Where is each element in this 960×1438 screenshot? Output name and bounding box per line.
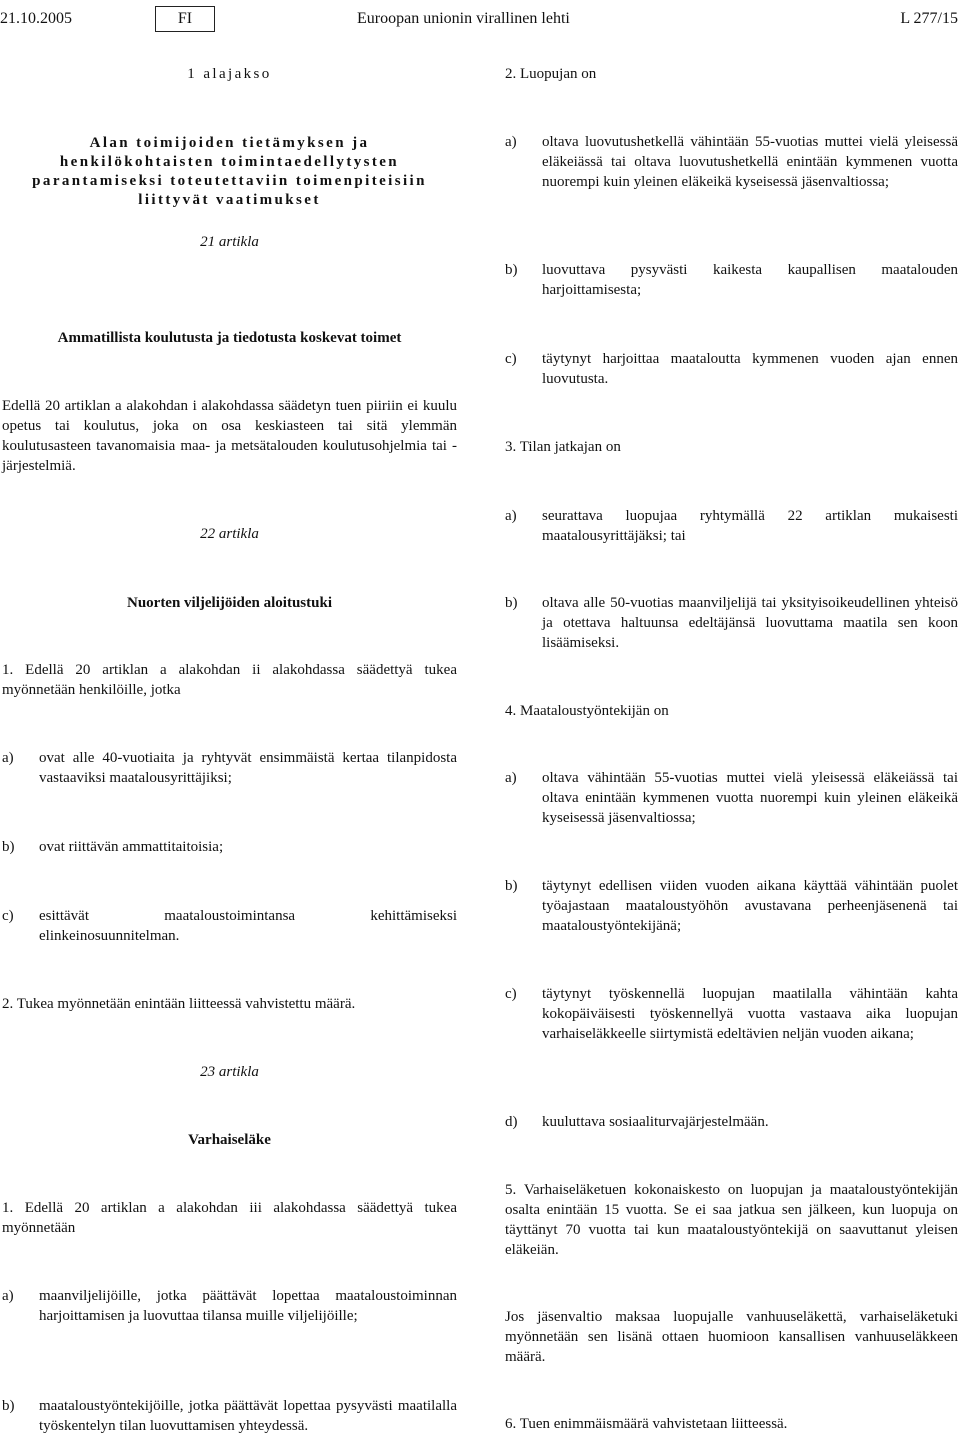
language-badge: FI bbox=[155, 6, 215, 32]
subsection-title-line: parantamiseksi toteutettaviin toimenpiteisiin bbox=[32, 173, 427, 189]
paragraph-3-item-a bbox=[505, 506, 958, 546]
page-reference: L 277/15 bbox=[900, 10, 958, 27]
item-text: seurattava luopujaa ryhtymällä 22 artiklan mukaisesti maatalousyrittäjäksi; tai bbox=[542, 508, 958, 544]
item-text: täytynyt edellisen viiden vuoden aikana käyttää vähintään puolet työajastaan maataloustyöhön avustavana perheenjäsenenä tai maataloustyöntekijänä; bbox=[542, 878, 958, 934]
article-23-item-a bbox=[2, 1286, 457, 1326]
item-text: oltava vähintään 55-vuotias muttei vielä yleisessä eläkeiässä tai oltava enintään kymmenen vuotta nuorempi kuin yleinen eläkeikä kyseisessä jäsenvaltiossa; bbox=[542, 770, 958, 826]
paragraph-4-item-c bbox=[505, 984, 958, 1044]
item-label: a) bbox=[2, 750, 14, 766]
item-label: b) bbox=[505, 262, 518, 278]
item-text: täytynyt työskennellä luopujan maatilalla vähintään kahta kokopäiväisesti työskennellyä vuotta vastaava aika luopujan varhaiseläkkeelle siirtymistä edeltävien neljän vuoden aikana; bbox=[542, 986, 958, 1042]
paragraph-4-intro: 4. Maataloustyöntekijän on bbox=[505, 703, 669, 719]
subsection-title-line: henkilökohtaisten toimintaedellytysten bbox=[59, 154, 400, 170]
journal-title: Euroopan unionin virallinen lehti bbox=[357, 10, 570, 27]
item-label: a) bbox=[505, 134, 517, 150]
article-21-title: Ammatillista koulutusta ja tiedotusta koskevat toimet bbox=[57, 330, 402, 346]
item-text: luovuttava pysyvästi kaikesta kaupallisen maatalouden harjoittamisesta; bbox=[542, 262, 958, 298]
item-label: b) bbox=[2, 839, 15, 855]
subsection-title-line: Alan toimijoiden tietämyksen ja bbox=[89, 135, 370, 151]
article-22-item-a bbox=[2, 748, 457, 788]
item-text: ovat riittävän ammattitaitoisia; bbox=[39, 839, 224, 855]
article-23-paragraph-1: 1. Edellä 20 artiklan a alakohdan iii alakohdassa säädettyä tukea myönnetään bbox=[2, 1200, 457, 1236]
subsection-title-line: liittyvät vaatimukset bbox=[138, 192, 321, 208]
article-22-item-c bbox=[2, 906, 457, 946]
article-23-number: 23 artikla bbox=[200, 1064, 259, 1080]
article-23-item-b bbox=[2, 1396, 457, 1436]
paragraph-2-item-c bbox=[505, 349, 958, 389]
item-text: oltava luovutushetkellä vähintään 55-vuotias muttei vielä yleisessä eläkeiässä tai oltava luovutushetkellä enintään kymmenen vuotta nuorempi kuin yleinen eläkeikä kyseisessä jäsenvaltiossa; bbox=[542, 134, 958, 190]
item-text: kuuluttava sosiaaliturvajärjestelmään. bbox=[542, 1114, 769, 1130]
item-label: a) bbox=[505, 508, 517, 524]
article-22-title: Nuorten viljelijöiden aloitustuki bbox=[126, 595, 332, 611]
header-date: 21.10.2005 bbox=[0, 10, 72, 27]
subsection-number: 1 alajakso bbox=[187, 66, 272, 82]
article-22-item-b bbox=[2, 837, 457, 857]
item-label: d) bbox=[505, 1114, 518, 1130]
paragraph-3-intro: 3. Tilan jatkajan on bbox=[505, 439, 621, 455]
item-label: c) bbox=[505, 351, 517, 367]
item-label: b) bbox=[505, 878, 518, 894]
item-label: b) bbox=[505, 595, 518, 611]
paragraph-2-intro: 2. Luopujan on bbox=[505, 66, 597, 82]
item-label: b) bbox=[2, 1398, 15, 1414]
paragraph-4-item-b bbox=[505, 876, 958, 936]
paragraph-4-item-a bbox=[505, 768, 958, 828]
item-text: maataloustyöntekijöille, jotka päättävät lopettaa pysyvästi maatilalla työskentelyn tilan luovuttamisen yhteydessä. bbox=[39, 1398, 457, 1434]
article-22-paragraph-1: 1. Edellä 20 artiklan a alakohdan ii alakohdassa säädettyä tukea myönnetään henkilöille, jotka bbox=[2, 662, 457, 698]
article-22-number: 22 artikla bbox=[200, 526, 259, 542]
article-21-text: Edellä 20 artiklan a alakohdan i alakohdassa säädetyn tuen piiriin ei kuulu opetus tai koulutus, joka on osa keskiasteen tai sitä ylemmän koulutusasteen tavanomaisia maa- ja metsätalouden koulutusohjelmia tai -järjestelmiä. bbox=[2, 398, 457, 474]
article-21-number: 21 artikla bbox=[200, 234, 259, 250]
item-text: ovat alle 40-vuotiaita ja ryhtyvät ensimmäistä kertaa tilanpidosta vastaaviksi maatalousyrittäjiksi; bbox=[39, 750, 457, 786]
item-label: a) bbox=[505, 770, 517, 786]
item-label: a) bbox=[2, 1288, 14, 1304]
item-text: esittävät maataloustoimintansa kehittämiseksi elinkeinosuunnitelman. bbox=[39, 908, 457, 944]
paragraph-2-item-a bbox=[505, 132, 958, 192]
article-23-title: Varhaiseläke bbox=[188, 1132, 271, 1148]
item-label: c) bbox=[505, 986, 517, 1002]
article-22-paragraph-2: 2. Tukea myönnetään enintään liitteessä vahvistettu määrä. bbox=[2, 996, 356, 1012]
paragraph-5: 5. Varhaiseläketuen kokonaiskesto on luopujan ja maataloustyöntekijän osalta enintään 15 vuotta. Se ei saa jatkua sen jälkeen, kun luopuja on täyttänyt 70 vuotta tai kun maataloustyöntekijä on saavuttanut yleisen eläkeiän. bbox=[505, 1182, 958, 1258]
item-label: c) bbox=[2, 908, 14, 924]
item-text: täytynyt harjoittaa maataloutta kymmenen vuoden ajan ennen luovutusta. bbox=[542, 351, 958, 387]
paragraph-6: 6. Tuen enimmäismäärä vahvistetaan liitteessä. bbox=[505, 1416, 788, 1432]
paragraph-5-continuation: Jos jäsenvaltio maksaa luopujalle vanhuuseläkettä, varhaiseläketuki myönnetään sen lisänä ottaen huomioon kansallisen vanhuuseläkkeen määrä. bbox=[505, 1309, 958, 1365]
paragraph-4-item-d bbox=[505, 1112, 958, 1132]
item-text: oltava alle 50-vuotias maanviljelijä tai yksityisoikeudellinen yhteisö ja otettava haltuunsa edeltäjänsä luovuttama maatila sen koon lisäämiseksi. bbox=[542, 595, 958, 651]
paragraph-2-item-b bbox=[505, 260, 958, 300]
item-text: maanviljelijöille, jotka päättävät lopettaa maataloustoiminnan harjoittamisen ja luovuttaa tilansa muille viljelijöille; bbox=[39, 1288, 457, 1324]
paragraph-3-item-b bbox=[505, 593, 958, 653]
subsection-title bbox=[2, 134, 457, 210]
